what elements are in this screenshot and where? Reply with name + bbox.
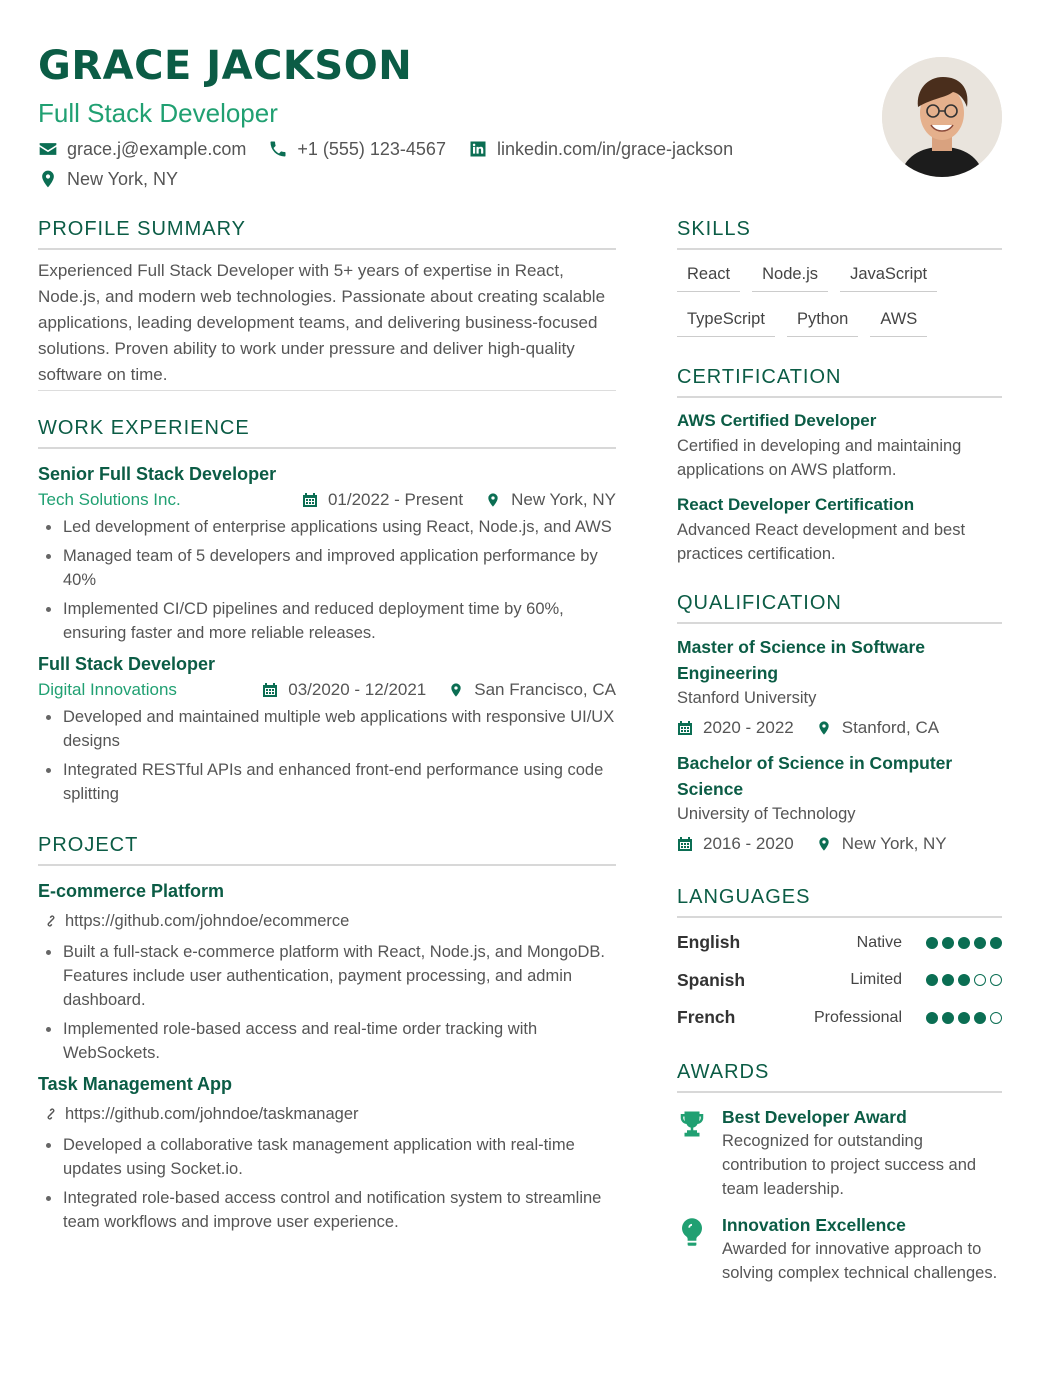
section-title-certification: CERTIFICATION (677, 362, 1002, 398)
job-company: Digital Innovations (38, 680, 177, 699)
job-meta (38, 487, 616, 513)
rating-dot-empty (974, 974, 986, 986)
link-icon (42, 912, 60, 930)
job-meta (38, 677, 616, 703)
map-pin-icon (816, 720, 832, 736)
award-title: Best Developer Award (722, 1106, 907, 1127)
qualification-degree: Master of Science in Software Engineering (677, 637, 925, 683)
skill-tag: Node.js (752, 258, 828, 292)
cert-title: React Developer Certification (677, 495, 915, 514)
qualification-years-text: 2020 - 2022 (703, 718, 794, 737)
project-link-text: https://github.com/johndoe/ecommerce (65, 912, 350, 930)
language-rating (922, 937, 1002, 949)
rating-dot-filled (958, 937, 970, 949)
project-bullets (38, 1133, 616, 1234)
skills-list (677, 258, 1002, 348)
job-dates (262, 677, 426, 703)
project-bullets (38, 940, 616, 1065)
award-icon-wrap (677, 1213, 722, 1285)
award-title: Innovation Excellence (722, 1214, 906, 1235)
awards-section (677, 1057, 1002, 1285)
language-level: Native (856, 933, 902, 951)
right-column (677, 214, 1002, 1299)
qualification-location-text: Stanford, CA (841, 718, 940, 737)
linkedin-icon (468, 139, 488, 159)
cert-entry (677, 408, 1002, 482)
list-item: Led development of enterprise applications using React, Node.js, and AWS (38, 515, 616, 539)
qualification-location-text: New York, NY (841, 834, 947, 853)
language-name: French (677, 1007, 736, 1028)
cert-entry (677, 492, 1002, 566)
link-icon (42, 1105, 60, 1123)
contact-email-text: grace.j@example.com (67, 138, 247, 159)
project-link[interactable] (38, 906, 616, 936)
list-item: Implemented role-based access and real-time order tracking with WebSockets. (38, 1017, 616, 1065)
award-desc: Awarded for innovative approach to solving complex technical challenges. (722, 1239, 998, 1282)
language-name: English (677, 932, 741, 953)
job-location (448, 677, 616, 703)
candidate-name: GRACE JACKSON (38, 43, 413, 89)
qualification-entry (677, 634, 1002, 746)
cert-title: AWS Certified Developer (677, 411, 877, 430)
skill-tag: React (677, 258, 740, 292)
qualification-school: University of Technology (677, 805, 856, 823)
qualification-meta (677, 826, 1002, 862)
language-level: Limited (850, 971, 902, 989)
contact-location-text: New York, NY (67, 168, 179, 189)
qualification-location (816, 710, 939, 746)
language-row (677, 924, 1002, 962)
list-item: Implemented CI/CD pipelines and reduced deployment time by 60%, ensuring faster and more reliable releases. (38, 597, 616, 645)
list-item: Managed team of 5 developers and improved application performance by 40% (38, 544, 616, 592)
job-title: Full Stack Developer (38, 654, 216, 674)
contact-linkedin[interactable] (468, 134, 733, 164)
cert-desc: Advanced React development and best practices certification. (677, 521, 966, 563)
section-title-profile: PROFILE SUMMARY (38, 214, 616, 250)
award-entry (677, 1213, 1002, 1285)
resume-header (38, 40, 838, 194)
project-section (38, 830, 616, 1234)
qualification-years-text: 2016 - 2020 (703, 834, 794, 853)
qualification-meta (677, 710, 1002, 746)
map-pin-icon (816, 836, 832, 852)
skill-tag: JavaScript (840, 258, 937, 292)
award-entry (677, 1105, 1002, 1201)
job-bullets (38, 705, 616, 806)
project-link-text: https://github.com/johndoe/taskmanager (65, 1105, 359, 1123)
job-role: Full Stack Developer (38, 98, 278, 128)
list-item: Developed and maintained multiple web applications with responsive UI/UX designs (38, 705, 616, 753)
map-pin-icon (485, 492, 501, 508)
rating-dot-filled (942, 974, 954, 986)
job-company: Tech Solutions Inc. (38, 490, 181, 509)
calendar-icon (302, 492, 318, 508)
trophy-icon (677, 1107, 707, 1141)
project-title: E-commerce Platform (38, 881, 225, 901)
contact-email[interactable] (38, 134, 246, 164)
qualification-section (677, 588, 1002, 862)
language-rating (922, 1012, 1002, 1024)
calendar-icon (677, 720, 693, 736)
left-column (38, 214, 616, 1248)
rating-dot-filled (926, 1012, 938, 1024)
qualification-location (816, 826, 947, 862)
qualification-entry (677, 750, 1002, 862)
job-bullets (38, 515, 616, 645)
section-title-skills: SKILLS (677, 214, 1002, 250)
award-desc: Recognized for outstanding contribution to project success and team leadership. (722, 1131, 977, 1198)
project-link[interactable] (38, 1099, 616, 1129)
rating-dot-filled (974, 937, 986, 949)
envelope-icon (38, 139, 58, 159)
rating-dot-filled (926, 937, 938, 949)
language-rating (922, 974, 1002, 986)
skill-tag: AWS (870, 303, 927, 337)
rating-dot-filled (942, 1012, 954, 1024)
skills-section (677, 214, 1002, 348)
job-dates-text: 01/2022 - Present (327, 490, 464, 509)
language-name: Spanish (677, 969, 746, 990)
job-dates (302, 487, 463, 513)
languages-section (677, 882, 1002, 1037)
cert-desc: Certified in developing and maintaining applications on AWS platform. (677, 437, 962, 479)
section-title-project: PROJECT (38, 830, 616, 866)
job-entry (38, 651, 616, 806)
profile-summary-text: Experienced Full Stack Developer with 5+ years of expertise in React, Node.js, and modern web technologies. Passionate about creating scalable applications, leading development teams, and delivering business-focused solutions. Proven ability to work under pressure and deliver high-quality software on time. (38, 258, 616, 391)
work-section (38, 413, 616, 806)
contact-linkedin-text: linkedin.com/in/grace-jackson (496, 138, 734, 159)
job-location-text: New York, NY (511, 490, 616, 509)
avatar-portrait-icon (882, 57, 1002, 177)
language-row (677, 962, 1002, 1000)
contact-list (38, 134, 758, 194)
rating-dot-empty (990, 974, 1002, 986)
language-row (677, 999, 1002, 1037)
job-location-text: San Francisco, CA (474, 680, 616, 699)
language-level: Professional (813, 1008, 902, 1026)
qualification-school: Stanford University (677, 689, 817, 707)
rating-dot-filled (942, 937, 954, 949)
list-item: Built a full-stack e-commerce platform with React, Node.js, and MongoDB. Features include user authentication, payment processing, and admin dashboard. (38, 940, 616, 1012)
award-icon-wrap (677, 1105, 722, 1201)
project-title: Task Management App (38, 1074, 233, 1094)
qualification-years (677, 710, 794, 746)
skill-tag: Python (787, 303, 858, 337)
skill-tag: TypeScript (677, 303, 775, 337)
language-list (677, 924, 1002, 1037)
rating-dot-filled (990, 937, 1002, 949)
qualification-years (677, 826, 794, 862)
job-dates-text: 03/2020 - 12/2021 (288, 680, 427, 699)
rating-dot-filled (958, 974, 970, 986)
list-item: Developed a collaborative task management application with real-time updates using Socket.io. (38, 1133, 616, 1181)
section-title-work: WORK EXPERIENCE (38, 413, 616, 449)
rating-dot-filled (974, 1012, 986, 1024)
profile-section (38, 214, 616, 391)
job-location (485, 487, 616, 513)
lightbulb-icon (677, 1215, 707, 1249)
section-title-qualification: QUALIFICATION (677, 588, 1002, 624)
calendar-icon (677, 836, 693, 852)
calendar-icon (262, 682, 278, 698)
map-pin-icon (448, 682, 464, 698)
section-title-awards: AWARDS (677, 1057, 1002, 1093)
avatar (882, 57, 1002, 177)
rating-dot-empty (990, 1012, 1002, 1024)
certification-section (677, 362, 1002, 566)
project-entry (38, 878, 616, 1065)
rating-dot-filled (958, 1012, 970, 1024)
phone-icon (268, 139, 288, 159)
job-entry (38, 461, 616, 645)
contact-location (38, 164, 178, 194)
map-pin-icon (38, 169, 58, 189)
rating-dot-filled (926, 974, 938, 986)
qualification-degree: Bachelor of Science in Computer Science (677, 753, 953, 799)
contact-phone-text: +1 (555) 123-4567 (297, 138, 446, 159)
project-entry (38, 1071, 616, 1234)
contact-phone[interactable] (268, 134, 446, 164)
list-item: Integrated RESTful APIs and enhanced front-end performance using code splitting (38, 758, 616, 806)
section-title-languages: LANGUAGES (677, 882, 1002, 918)
job-title: Senior Full Stack Developer (38, 464, 277, 484)
list-item: Integrated role-based access control and notification system to streamline team workflows and improve user experience. (38, 1186, 616, 1234)
